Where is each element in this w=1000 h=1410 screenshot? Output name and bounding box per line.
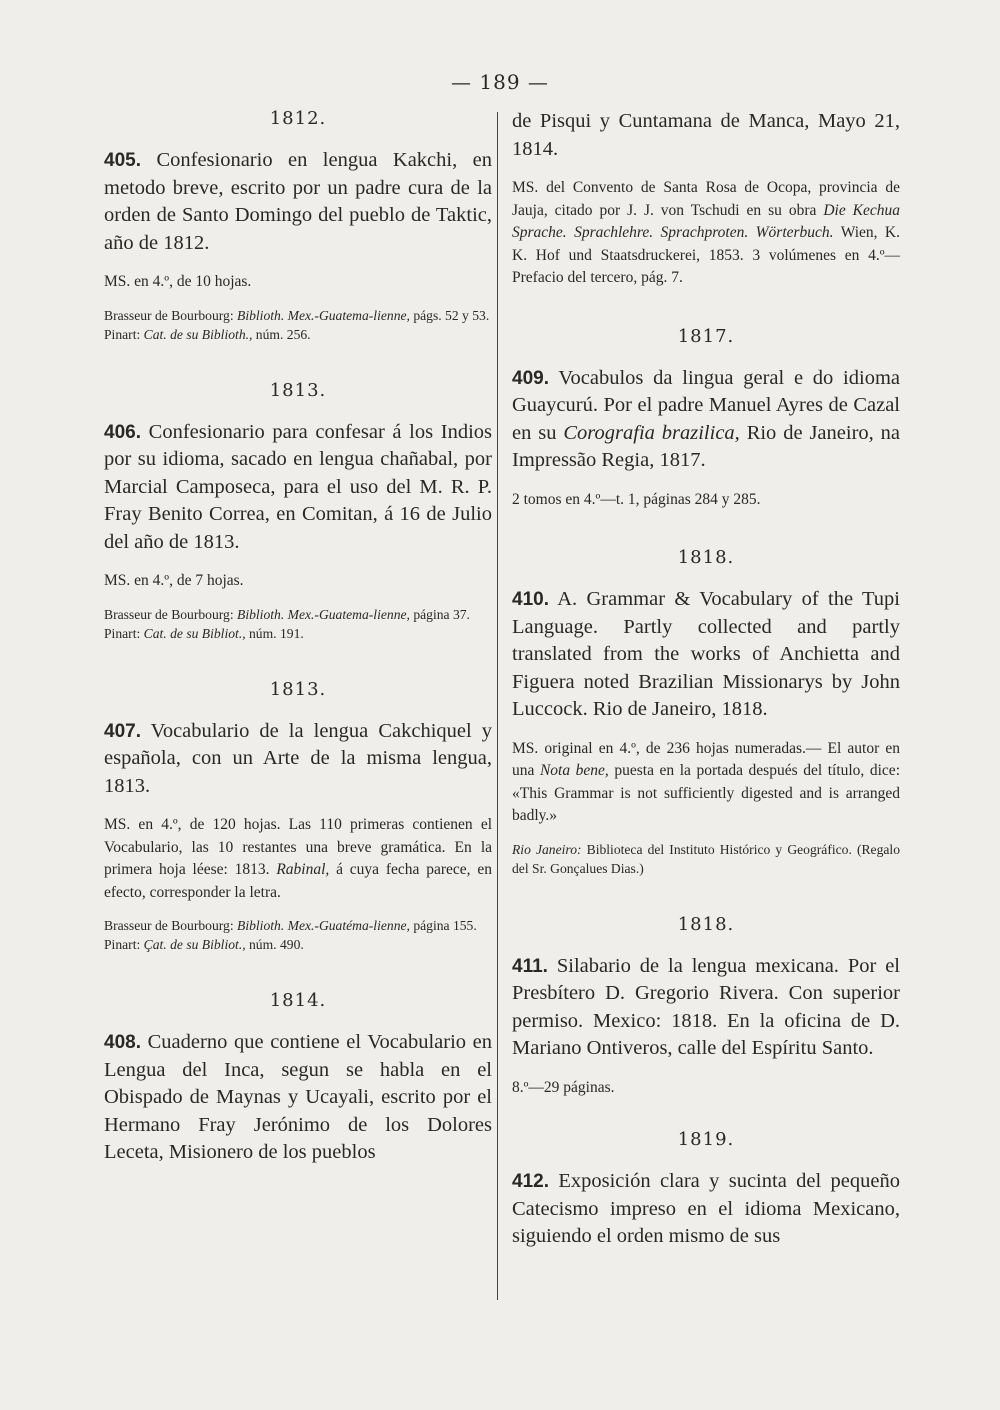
reference-brasseur: Brasseur de Bourbourg: Biblioth. Mex.-Guatéma-lienne, página 155. xyxy=(104,918,477,933)
entry-412 xyxy=(512,1129,900,1251)
entry-405 xyxy=(104,108,492,344)
entry-number: 409. xyxy=(512,367,549,389)
entry-description: MS. del Convento de Santa Rosa de Ocopa, provincia de Jauja, citado por J. J. von Tschudi en su obra Die Kechua Sprache. Sprachlehre. Sprachproten. Wörterbuch. Wien, K. K. Hof und Staatsdruckerei, 1853. 3 volúmenes en 4.º—Prefacio del tercero, pág. 7. xyxy=(512,179,900,286)
entry-number: 407. xyxy=(104,720,141,742)
entry-title: 409. Vocabulos da lingua geral e do idioma Guaycurú. Por el padre Manuel Ayres de Cazal en su Corografia brazilica, Rio de Janeiro, na Impressão Regia, 1817. xyxy=(512,366,901,471)
entry-description: MS. en 4.º, de 10 hojas. xyxy=(104,273,252,290)
entry-year: 1812. xyxy=(269,108,327,129)
entry-year: 1818. xyxy=(677,913,735,935)
entry-number: 406. xyxy=(104,421,141,443)
entry-title-text: Confesionario en lengua Kakchi, en metodo breve, escrito por un padre cura de la orden de Santo Domingo del pueblo de Taktic, año de 1812. xyxy=(104,149,493,254)
entry-title xyxy=(512,1168,900,1251)
entry-409 xyxy=(512,326,900,512)
entry-description: MS. en 4.º, de 120 hojas. Las 110 primeras contienen el Vocabulario, las 10 restantes una breve gramática. En la primera hoja léese: 1813. Rabinal, á cuya fecha parece, en efecto, corresponder la letra. xyxy=(104,816,492,901)
reference-pinart: Pinart: Cat. de su Biblioth., núm. 256. xyxy=(104,326,311,342)
page-number: — 189 — xyxy=(451,70,549,94)
entry-year: 1818. xyxy=(677,547,735,568)
entry-title xyxy=(104,419,492,557)
entry-title-text: Silabario de la lengua mexicana. Por el Presbítero D. Gregorio Rivera. Con superior permiso. Mexico: 1818. En la oficina de D. Mariano Ontiveros, calle del Espíritu Santo. xyxy=(512,954,901,1059)
entry-references xyxy=(104,916,492,954)
entry-references xyxy=(512,840,900,878)
reference-location: Rio Janeiro: Biblioteca del Instituto Histórico y Geográfico. (Regalo del Sr. Gonçalues Dias.) xyxy=(512,841,900,876)
entry-title xyxy=(104,718,492,801)
entry-year: 1819. xyxy=(677,1129,735,1150)
reference-brasseur: Brasseur de Bourbourg: Biblioth. Mex.-Guatema-lienne, págs. 52 y 53. xyxy=(104,307,490,323)
entry-title xyxy=(512,953,900,1063)
entry-title-text: A. Grammar & Vocabulary of the Tupi Language. Partly collected and partly translated from the works of Anchietta and Figuera noted Brazilian Missionarys by John Luccock. Rio de Janeiro, 1818. xyxy=(512,588,901,720)
entry-title xyxy=(104,1029,492,1167)
entry-407 xyxy=(104,679,492,955)
entry-411 xyxy=(512,914,900,1100)
entry-title-text: de Pisqui y Cuntamana de Manca, Mayo 21, 1814. xyxy=(512,110,900,160)
entry-408 xyxy=(104,990,492,1167)
entry-title-text: Exposición clara y sucinta del pequeño Catecismo impreso en el idioma Mexicano, siguiendo el orden mismo de sus xyxy=(512,1170,900,1247)
entry-description: 8.º—29 páginas. xyxy=(512,1078,615,1096)
entry-number: 410. xyxy=(512,589,549,610)
right-column xyxy=(512,108,900,1265)
entry-title-text: Vocabulario de la lengua Cakchiquel y española, con un Arte de la misma lengua, 1813. xyxy=(104,719,492,797)
reference-pinart: Pinart: Cat. de su Bibliot., núm. 191. xyxy=(104,625,304,641)
entry-description: MS. en 4.º, de 7 hojas. xyxy=(104,572,244,589)
entry-410 xyxy=(512,547,900,878)
entry-number: 412. xyxy=(512,1171,549,1192)
entry-number: 411. xyxy=(512,955,548,977)
entry-title xyxy=(104,147,492,257)
entry-year: 1814. xyxy=(269,990,327,1011)
column-divider xyxy=(497,112,498,1300)
entry-year: 1817. xyxy=(677,325,735,347)
entry-description: MS. original en 4.º, de 236 hojas numeradas.— El autor en una Nota bene, puesta en la portada después del título, dice: «This Grammar is not sufficiently digested and is arranged badly.» xyxy=(512,739,900,824)
entry-number: 408. xyxy=(104,1032,141,1053)
reference-pinart: Pinart: Çat. de su Bibliot., núm. 490. xyxy=(104,937,304,952)
entry-406 xyxy=(104,380,492,643)
reference-brasseur: Brasseur de Bourbourg: Biblioth. Mex.-Guatema-lienne, página 37. xyxy=(104,606,470,622)
left-column xyxy=(104,108,492,1181)
entry-title-text: Confesionario para confesar á los Indios por su idioma, sacado en lengua chañabal, por Marcial Camposeca, para el uso del M. R. P. Fray Benito Correa, en Comitan, á 16 de Julio del año de 1813. xyxy=(104,420,493,553)
entry-title-text: Cuaderno que contiene el Vocabulario en Lengua del Inca, segun se habla en el Obispado de Maynas y Ucayali, escrito por el Hermano Fray Jerónimo de los Dolores Leceta, Misionero de los pueblos xyxy=(104,1031,492,1163)
entry-year: 1813. xyxy=(269,379,327,401)
entry-408-continued xyxy=(512,108,900,290)
entry-title xyxy=(512,586,900,724)
entry-references xyxy=(104,605,492,643)
entry-description: 2 tomos en 4.º—t. 1, páginas 284 y 285. xyxy=(512,490,761,508)
entry-references xyxy=(104,306,492,344)
entry-number: 405. xyxy=(104,150,141,171)
entry-year: 1813. xyxy=(269,678,327,700)
